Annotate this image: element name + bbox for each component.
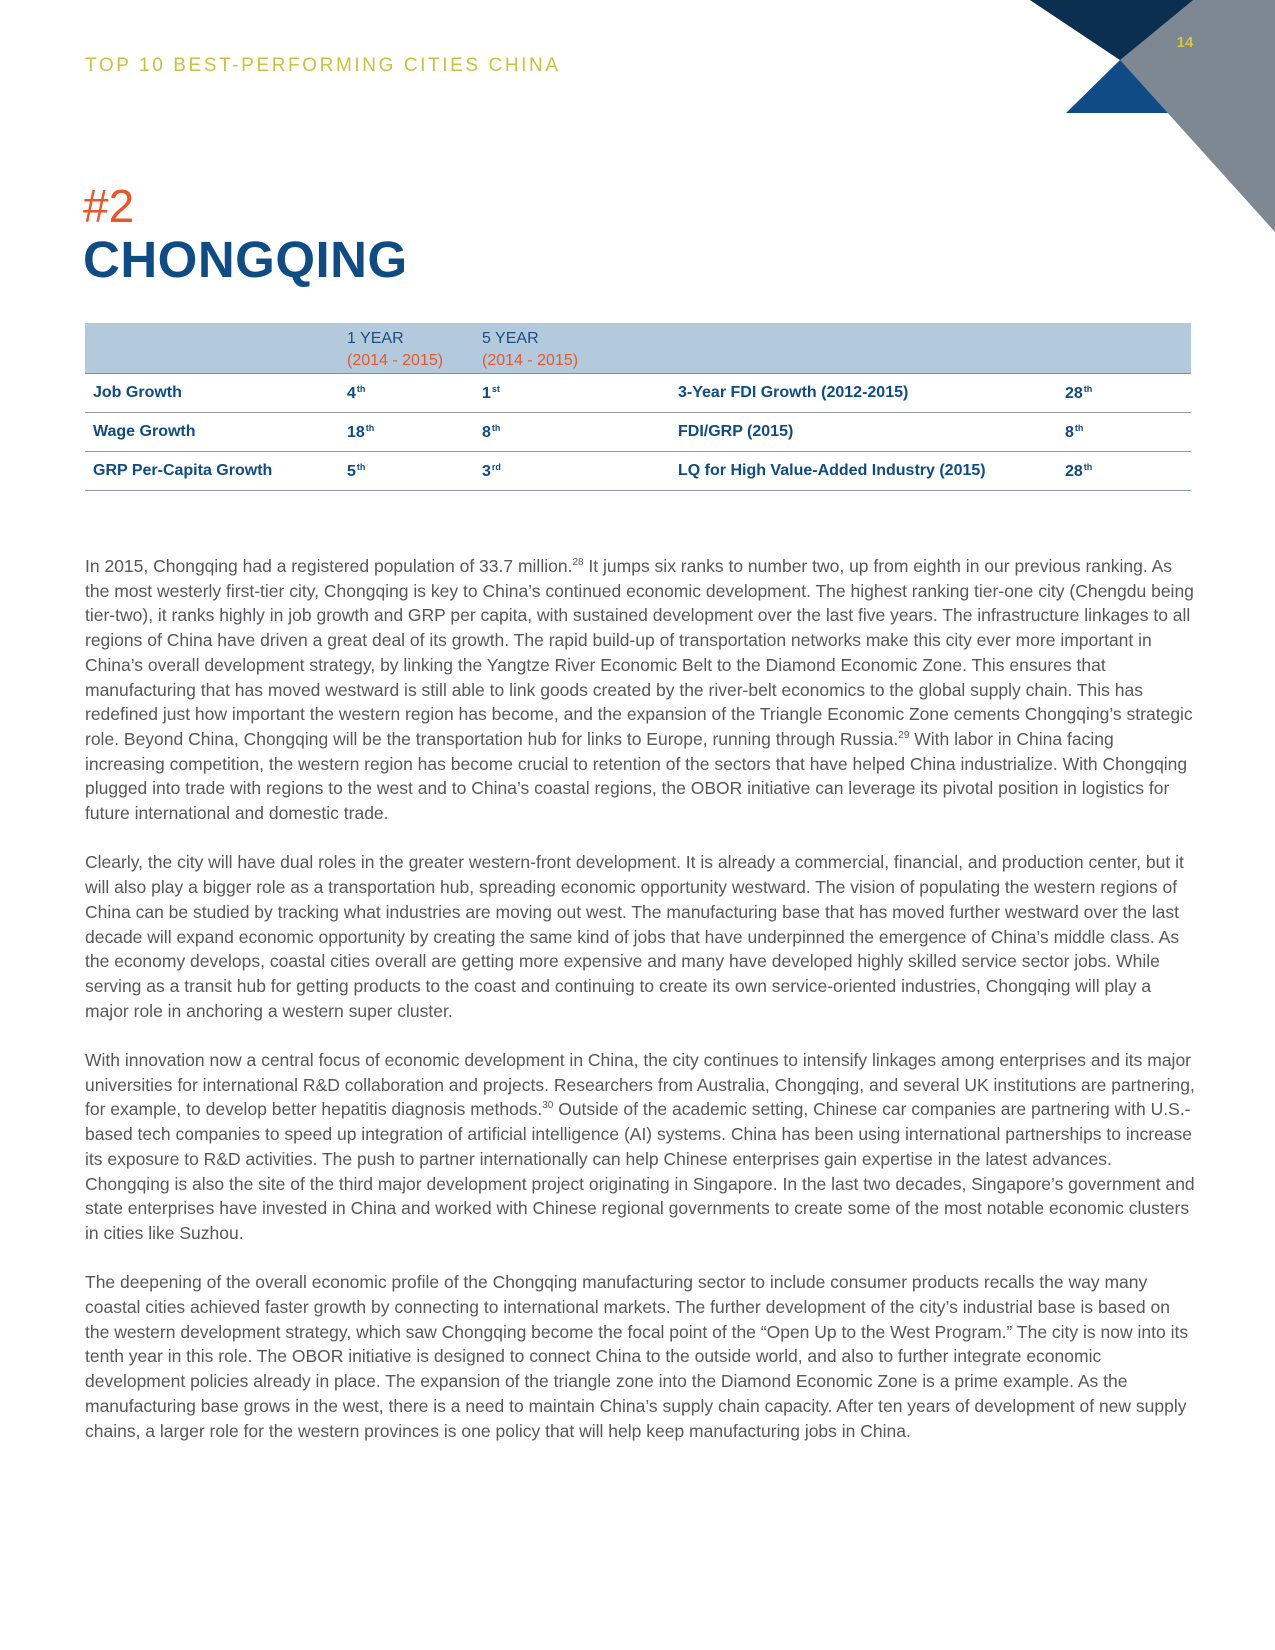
footnote-ref: 30 [542,1100,554,1112]
table-header [85,323,1191,374]
header-band [0,0,1275,113]
secondary-metric-rank: 8th [1065,423,1084,441]
five-year-rank: 1st [482,384,500,402]
table-row [85,374,1191,413]
secondary-metric-name: LQ for High Value-Added Industry (2015) [678,462,986,479]
column-header-5-year [482,328,578,372]
header-graphic [0,0,1275,240]
column-5-year-label: 5 YEAR [482,330,539,347]
footnote-ref: 28 [572,557,584,568]
column-5-year-period: (2014 - 2015) [482,352,579,369]
city-rank: #2 [83,180,135,232]
one-year-rank: 18th [347,423,375,441]
metric-name: Wage Growth [93,423,196,440]
footnote-ref: 29 [898,729,910,741]
paragraph-4: The deepening of the overall economic profile of the Chongqing manufacturing sector to include consumer products recalls the way many coastal cities achieved faster growth by connecting to international markets. The further development of the city’s industrial base is based on the western development strategy, which saw Chongqing become the focal point of the “Open Up to the West Program.” The city is now into its tenth year in this role. The OBOR initiative is designed to connect China to the outside world, and also to further integrate economic development policies already in place. The expansion of the triangle zone into the Diamond Economic Zone is a prime example. As the manufacturing base grows in the west, there is a need to maintain China’s supply chain capacity. After ten years of development of new supply chains, a larger role for the western provinces is one policy that will help keep manufacturing jobs in China. [85,1272,1189,1441]
city-name: CHONGQING [83,231,408,288]
secondary-metric-name: FDI/GRP (2015) [678,423,794,440]
table-row [85,452,1191,491]
table-row [85,413,1191,452]
report-subtitle: (FIRST- AND SECOND-TIER CITIES) [85,79,388,96]
five-year-rank: 8th [482,423,501,441]
page-number: 14 [1176,34,1194,51]
metric-name: GRP Per-Capita Growth [93,462,273,479]
metric-name: Job Growth [93,384,182,401]
column-1-year-label: 1 YEAR [347,330,404,347]
paragraph-1: In 2015, Chongqing had a registered population of 33.7 million.$^{28}$ It jumps six ranks to number two, up from eighth in our previous ranking. As the most westerly first-tier city, Chongqing is key to China’s continued economic development. The highest ranking tier-one city (Chengdu being tier-two), it ranks highly in job growth and GRP per capita, with sustained development over the last five years. The infrastructure linkages to all regions of China have driven a great deal of its growth. The rapid build-up of transportation networks make this city ever more important in China’s overall development strategy, by linking the Yangtze River Economic Belt to the Diamond Economic Zone. This ensures that manufacturing that has moved westward is still able to link goods created by the river-belt economics to the global supply chain. This has redefined just how important the western region has become, and the expansion of the Triangle Economic Zone cements Chongqing’s strategic role. Beyond China, Chongqing will be the transportation hub for links to Europe, running through Russia.$^{29}$ With labor in China facing increasing competition, the western region has become crucial to retention of the sectors that have helped China industrialize. With Chongqing plugged into trade with regions to the west and to China’s coastal regions, the OBOR initiative can leverage its pivotal position in logistics for future international and domestic trade. [85,556,1194,824]
one-year-rank: 5th [347,462,366,480]
rankings-table [85,323,1191,491]
article-body [85,554,1195,1468]
one-year-rank: 4th [347,384,366,402]
paragraph-3: With innovation now a central focus of economic development in China, the city continues to intensify linkages among enterprises and its major universities for international R&D collaboration and projects. Researchers from Australia, Chongqing, and several UK institutions are partnering, for example, to develop better hepatitis diagnosis methods.$^{30}$ Outside of the academic setting, Chinese car companies are partnering with U.S.-based tech companies to speed up integration of artificial intelligence (AI) systems. China has been using international partnerships to increase its exposure to R&D activities. The push to partner internationally can help Chinese enterprises gain expertise in the latest advances. Chongqing is also the site of the third major development project originating in Singapore. In the last two decades, Singapore’s government and state enterprises have invested in China and worked with Chinese regional governments to create some of the most notable economic clusters in cities like Suzhou. [85,1050,1195,1243]
report-title: TOP 10 BEST-PERFORMING CITIES CHINA [85,55,561,76]
secondary-metric-name: 3-Year FDI Growth (2012-2015) [678,384,909,401]
five-year-rank: 3rd [482,462,501,480]
secondary-metric-rank: 28th [1065,462,1093,480]
column-1-year-period: (2014 - 2015) [347,352,444,369]
paragraph-2: Clearly, the city will have dual roles in the greater western-front development. It is already a commercial, financial, and production center, but it will also play a bigger role as a transportation hub, spreading economic opportunity westward. The vision of populating the western regions of China can be studied by tracking what industries are moving out west. The manufacturing base that has moved further westward over the last decade will expand economic opportunity by creating the same kind of jobs that have underpinned the emergence of China’s middle class. As the economy develops, coastal cities overall are getting more expensive and many have developed highly skilled service sector jobs. While serving as a transit hub for getting products to the coast and continuing to create its own service-oriented industries, Chongqing will play a major role in anchoring a western super cluster. [85,852,1184,1021]
column-header-1-year [347,328,443,372]
secondary-metric-rank: 28th [1065,384,1093,402]
